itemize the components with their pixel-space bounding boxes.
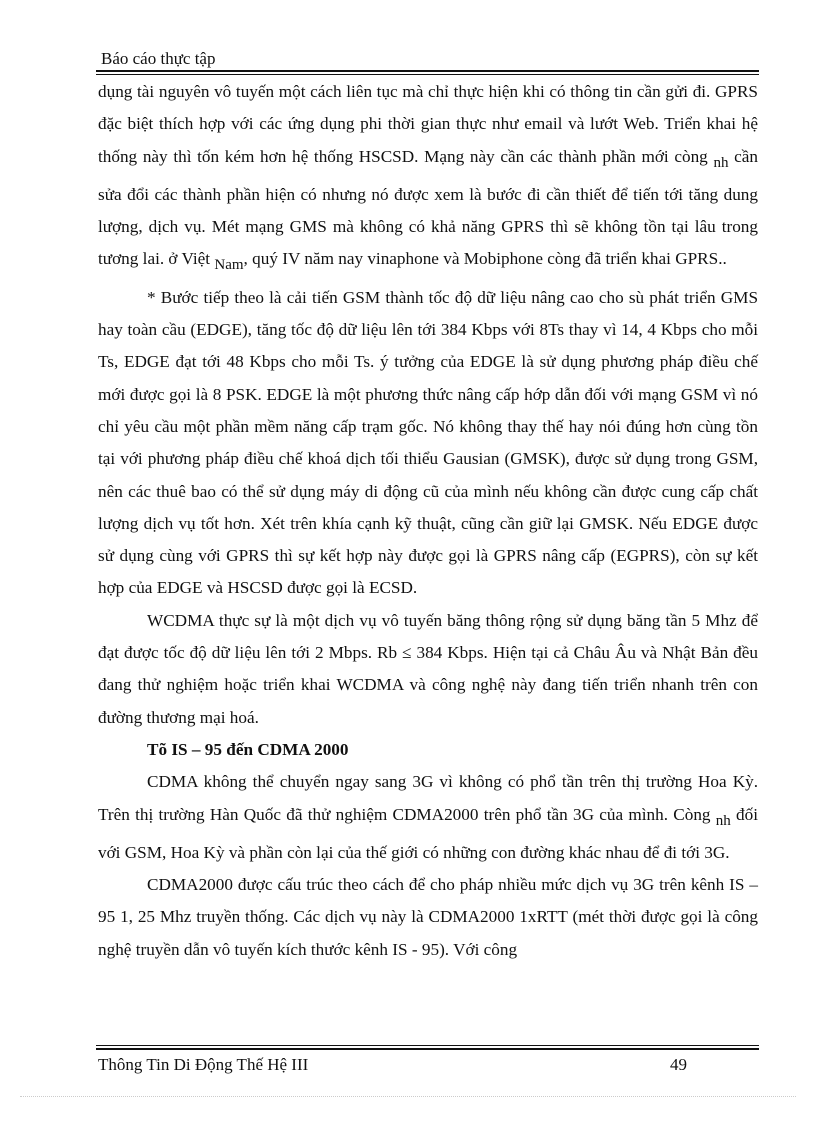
- paragraph-3: WCDMA thực sự là một dịch vụ vô tuyến băng thông rộng sử dụng băng tần 5 Mhz để đạt được tốc độ dữ liệu lên tới 2 Mbps. Rb ≤ 384 Kbps. Hiện tại cả Châu Âu và Nhật Bản đều đang thử nghiệm hoặc triển khai WCDMA và công nghệ này đang tiến triển nhanh trên con đường thương mại hoá.: [98, 610, 758, 727]
- header-title: Báo cáo thực tập: [101, 49, 216, 68]
- paragraph-1: dụng tài nguyên vô tuyến một cách liên tục mà chỉ thực hiện khi có thông tin cần gửi đi. GPRS đặc biệt thích hợp với các ứng dụng phi thời gian thực như email và lướt Web. Triển khai hệ thống này thì tốn kém hơn hệ thống HSCSD. Mạng này cần các thành phần mới còng nh cần sửa đổi các thành phần hiện có nhưng nó được xem là bước đi cần thiết để tiến tới tăng dung lượng, dịch vụ. Mét mạng GMS mà không có khả năng GPRS thì sẽ không tồn tại lâu trong tương lai. ở Việt Nam, quý IV năm nay vinaphone và Mobiphone còng đã triển khai GPRS..: [98, 82, 758, 274]
- footer-rule-top: [96, 1045, 759, 1046]
- paragraph-5: CDMA2000 được cấu trúc theo cách để cho pháp nhiều mức dịch vụ 3G trên kênh IS – 95 1, 25 Mhz truyền thống. Các dịch vụ này là CDMA2000 1xRTT (mét thời được gọi là công nghệ truyền dẫn vô tuyến kích thước kênh IS - 95). Với công: [98, 875, 758, 959]
- page-bottom-dotted-line: [20, 1096, 796, 1097]
- paragraph-4: CDMA không thể chuyển ngay sang 3G vì không có phổ tần trên thị trường Hoa Kỳ. Trên thị trường Hàn Quốc đã thử nghiệm CDMA2000 trên phổ tần 3G của mình. Còng nh đối với GSM, Hoa Kỳ và phần còn lại của thế giới có những con đường khác nhau để đi tới 3G.: [98, 772, 759, 862]
- paragraph-2: * Bước tiếp theo là cải tiến GSM thành tốc độ dữ liệu nâng cao cho sù phát triển GMS hay toàn cầu (EDGE), tăng tốc độ dữ liệu lên tới 384 Kbps với 8Ts thay vì 14, 4 Kbps cho mỗi Ts, EDGE đạt tới 48 Kbps cho mỗi Ts. ý tưởng của EDGE là sử dụng phương pháp điều chế mới được gọi là 8 PSK. EDGE là một phương thức nâng cấp hớp dẫn đối với mạng GSM vì nó chỉ yêu cầu một phần mềm năng cấp trạm gốc. Nó không thay thế hay nói đúng hơn cùng tồn tại với phương pháp điều chế khoá dịch tối thiểu Gausian (GMSK), được sử dụng trong GSM, nên các thuê bao có thể sử dụng máy di động cũ của mình nếu không cần được cung cấp chất lượng dịch vụ tốt hơn. Xét trên khía cạnh kỹ thuật, cũng cần giữ lại GMSK. Nếu EDGE được sử dụng cùng với GPRS thì sự kết hợp này được gọi là GPRS nâng cấp (EGPRS), còn sự kết hợp của EDGE và HSCSD được gọi là ECSD.: [98, 287, 758, 598]
- footer-title: Thông Tin Di Động Thế Hệ III: [98, 1055, 309, 1074]
- footer-rule-bottom: [96, 1048, 759, 1050]
- body-text: [98, 76, 758, 966]
- section-heading: Tõ IS – 95 đến CDMA 2000: [147, 739, 349, 759]
- header-rule-top: [96, 70, 759, 72]
- page-number: 49: [670, 1055, 687, 1074]
- header-rule-bottom: [96, 74, 759, 75]
